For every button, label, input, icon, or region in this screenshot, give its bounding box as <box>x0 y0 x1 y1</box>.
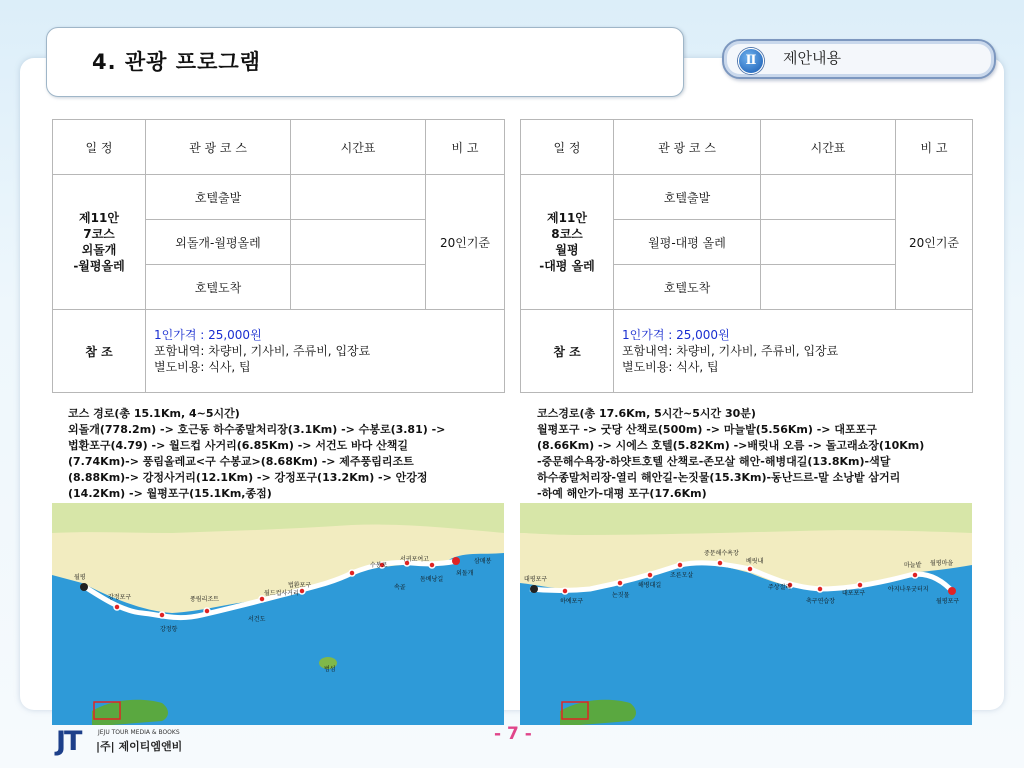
header-timetable: 시간표 <box>291 120 426 175</box>
map-label: 아지나우굿터지 <box>888 586 929 593</box>
route-line: (8.66Km) -> 시에스 호텔(5.82Km) ->배릿내 오름 -> 돌고래쇼장(10Km) <box>537 439 925 452</box>
included-text: 포함내역: 차량비, 기사비, 주류비, 입장료 <box>622 344 839 358</box>
price-text: 1인가격 : 25,000원 <box>622 328 730 342</box>
stop-cell: 월평-대평 올레 <box>614 220 761 265</box>
time-cell <box>761 220 896 265</box>
course-name-line: 제11안 <box>547 211 587 225</box>
map-label: 조른모살 <box>670 572 694 579</box>
map-label: 대포포구 <box>842 590 866 597</box>
map-label: 외돌개 <box>456 570 474 577</box>
stop-cell: 호텔도착 <box>614 265 761 310</box>
itinerary-table-7course <box>52 119 505 393</box>
map-label: 서건도 <box>248 616 266 623</box>
logo-mark: JT <box>56 726 81 757</box>
header-timetable: 시간표 <box>761 120 896 175</box>
header-remark: 비 고 <box>426 120 505 175</box>
map-label: 논짓물 <box>612 592 630 599</box>
route-description-8course <box>537 406 965 502</box>
map-label: 월평포구 <box>936 598 960 605</box>
map-label: 강정항 <box>160 626 178 633</box>
route-line: 외돌개(778.2m) -> 호근동 하수종말처리장(3.1Km) -> 수봉로(3.81) -> <box>68 423 446 436</box>
reference-note <box>614 310 973 393</box>
course-name-line: 외돌개 <box>81 243 117 257</box>
course-name-line: 월평 <box>555 243 579 257</box>
map-label: 월드컵사거리 <box>264 590 299 597</box>
time-cell <box>291 175 426 220</box>
route-line: (7.74Km)-> 풍림올레교<구 수봉교>(8.68Km) -> 제주풍림리조트 <box>68 455 414 468</box>
logo-company-name: |주| 제이티엠앤비 <box>96 740 183 753</box>
header-course: 관 광 코 스 <box>146 120 291 175</box>
roman-numeral-icon: Ⅱ <box>738 48 764 74</box>
stop-cell: 외돌개-월평올레 <box>146 220 291 265</box>
course-name-line: 7코스 <box>83 227 115 241</box>
remark-cell: 20인기준 <box>426 175 505 310</box>
separate-cost-text: 별도비용: 식사, 팁 <box>154 360 251 374</box>
company-logo <box>56 727 216 757</box>
map-label: 대평포구 <box>524 576 548 583</box>
logo-tagline: JEJU TOUR MEDIA & BOOKS <box>98 729 180 736</box>
price-text: 1인가격 : 25,000원 <box>154 328 262 342</box>
map-label: 월평 <box>74 574 86 581</box>
route-line: 월평포구 -> 굿당 산책로(500m) -> 마늘밭(5.56Km) -> 대포포구 <box>537 423 877 436</box>
map-label: 범섬 <box>324 666 336 673</box>
route-line: 코스 경로(총 15.1Km, 4~5시간) <box>68 407 240 420</box>
route-line: (14.2Km) -> 월평포구(15.1Km,종점) <box>68 487 272 500</box>
map-label: 주상절리 <box>768 584 792 591</box>
map-label: 월평마을 <box>930 560 954 567</box>
map-label: 강정포구 <box>108 594 132 601</box>
time-cell <box>761 175 896 220</box>
map-label: 마늘밭 <box>904 562 922 569</box>
header-remark: 비 고 <box>896 120 973 175</box>
map-label: 풍림리조트 <box>190 596 219 603</box>
page-number: - 7 - <box>494 724 532 744</box>
remark-cell: 20인기준 <box>896 175 973 310</box>
map-label: 돔베낭길 <box>420 576 444 583</box>
map-label: 해병대길 <box>638 582 662 589</box>
time-cell <box>291 220 426 265</box>
reference-note <box>146 310 505 393</box>
course-name-cell <box>521 175 614 310</box>
map-label: 속골 <box>394 584 406 591</box>
header-course: 관 광 코 스 <box>614 120 761 175</box>
slide-title: 4. 관광 프로그램 <box>92 50 261 74</box>
reference-label: 참 조 <box>521 310 614 393</box>
separate-cost-text: 별도비용: 식사, 팁 <box>622 360 719 374</box>
time-cell <box>761 265 896 310</box>
course-name-line: -월평올레 <box>73 259 125 273</box>
route-line: 법환포구(4.79) -> 월드컵 사거리(6.85Km) -> 서건도 바다 산책길 <box>68 439 409 452</box>
route-map-7course <box>52 503 504 725</box>
map-label: 하예포구 <box>560 598 584 605</box>
course-name-line: -대평 올레 <box>539 259 595 273</box>
map-label: 축구연습장 <box>806 598 835 605</box>
map-label: 법환포구 <box>288 582 312 589</box>
included-text: 포함내역: 차량비, 기사비, 주류비, 입장료 <box>154 344 371 358</box>
itinerary-table-8course <box>520 119 973 393</box>
route-line: -중문해수욕장-하얏트호텔 산책로-존모살 해안-해병대길(13.8Km)-색달 <box>537 455 891 468</box>
map-label: 삼매봉 <box>474 558 492 565</box>
route-description-7course <box>68 406 498 502</box>
stop-cell: 호텔도착 <box>146 265 291 310</box>
header-schedule: 일 정 <box>53 120 146 175</box>
stop-cell: 호텔출발 <box>146 175 291 220</box>
header-schedule: 일 정 <box>521 120 614 175</box>
stop-cell: 호텔출발 <box>614 175 761 220</box>
course-name-cell <box>53 175 146 310</box>
time-cell <box>291 265 426 310</box>
route-line: 코스경로(총 17.6Km, 5시간~5시간 30분) <box>537 407 756 420</box>
course-name-line: 8코스 <box>551 227 583 241</box>
map-label: 중문해수욕장 <box>704 550 739 557</box>
map-label: 서귀포여고 <box>400 556 429 563</box>
route-line: -하예 해안가-대평 포구(17.6Km) <box>537 487 707 500</box>
route-map-8course <box>520 503 972 725</box>
section-badge-label: 제안내용 <box>783 49 841 67</box>
map-label: 수봉로 <box>370 562 388 569</box>
route-line: 하수종말처리장-열리 해안길-논짓물(15.3Km)-동난드르-말 소낭밭 삼거리 <box>537 471 901 484</box>
course-name-line: 제11안 <box>79 211 119 225</box>
route-line: (8.88Km)-> 강정사거리(12.1Km) -> 강정포구(13.2Km) -> 안강정 <box>68 471 428 484</box>
map-label: 베릿내 <box>746 558 764 565</box>
reference-label: 참 조 <box>53 310 146 393</box>
